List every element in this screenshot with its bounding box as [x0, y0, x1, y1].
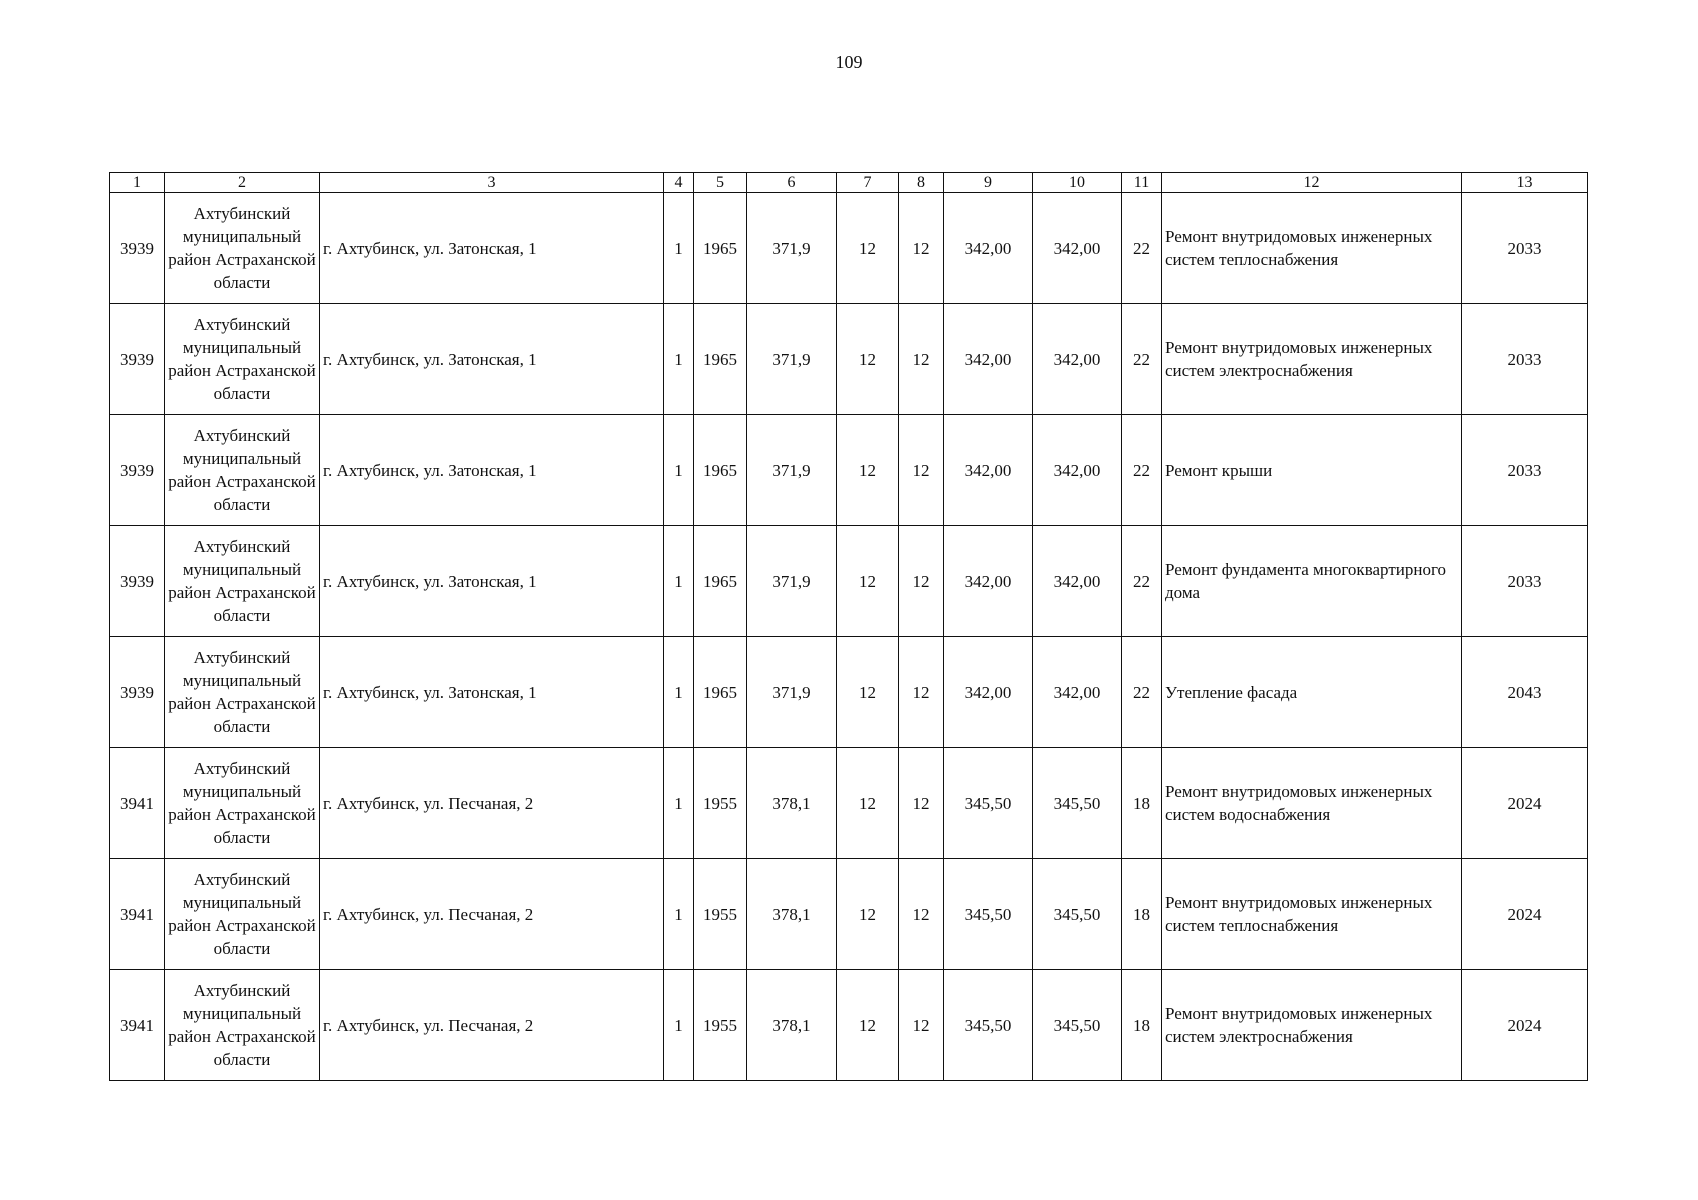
cell-col-7: 12 [837, 748, 899, 859]
table-row [110, 415, 1588, 526]
cell-col-8: 12 [899, 415, 944, 526]
page-number: 109 [835, 52, 863, 72]
work-type-cell: Ремонт внутридомовых инженерных систем теплоснабжения [1162, 193, 1462, 304]
cell-col-7: 12 [837, 637, 899, 748]
cell-col-11: 18 [1122, 859, 1162, 970]
cell-col-10: 342,00 [1033, 526, 1122, 637]
municipality-cell: Ахтубинский муниципальный район Астраханской области [165, 970, 320, 1081]
cell-col-10: 342,00 [1033, 415, 1122, 526]
address-cell: г. Ахтубинск, ул. Затонская, 1 [320, 526, 664, 637]
address-cell: г. Ахтубинск, ул. Песчаная, 2 [320, 970, 664, 1081]
year-cell: 1965 [694, 526, 747, 637]
row-id-cell: 3939 [110, 637, 165, 748]
cell-col-6: 371,9 [747, 415, 837, 526]
planned-year-cell: 2024 [1462, 970, 1588, 1081]
column-header: 7 [837, 173, 899, 193]
column-header: 12 [1162, 173, 1462, 193]
column-header: 6 [747, 173, 837, 193]
column-header: 1 [110, 173, 165, 193]
table-row [110, 193, 1588, 304]
column-header: 10 [1033, 173, 1122, 193]
address-cell: г. Ахтубинск, ул. Затонская, 1 [320, 304, 664, 415]
planned-year-cell: 2033 [1462, 415, 1588, 526]
cell-col-6: 378,1 [747, 970, 837, 1081]
cell-col-9: 345,50 [944, 859, 1033, 970]
table-row [110, 748, 1588, 859]
cell-col-8: 12 [899, 859, 944, 970]
row-id-cell: 3939 [110, 304, 165, 415]
municipality-cell: Ахтубинский муниципальный район Астраханской области [165, 748, 320, 859]
cell-col-8: 12 [899, 637, 944, 748]
cell-col-10: 345,50 [1033, 748, 1122, 859]
municipality-cell: Ахтубинский муниципальный район Астраханской области [165, 415, 320, 526]
cell-col-11: 22 [1122, 637, 1162, 748]
municipality-cell: Ахтубинский муниципальный район Астраханской области [165, 526, 320, 637]
table-row [110, 304, 1588, 415]
cell-col-11: 18 [1122, 970, 1162, 1081]
cell-col-7: 12 [837, 193, 899, 304]
planned-year-cell: 2024 [1462, 859, 1588, 970]
address-cell: г. Ахтубинск, ул. Затонская, 1 [320, 637, 664, 748]
cell-col-10: 342,00 [1033, 304, 1122, 415]
table-row [110, 526, 1588, 637]
cell-col-9: 342,00 [944, 637, 1033, 748]
address-cell: г. Ахтубинск, ул. Затонская, 1 [320, 193, 664, 304]
cell-col-4: 1 [664, 415, 694, 526]
cell-col-10: 342,00 [1033, 193, 1122, 304]
row-id-cell: 3939 [110, 415, 165, 526]
row-id-cell: 3941 [110, 748, 165, 859]
table-row [110, 970, 1588, 1081]
work-type-cell: Ремонт крыши [1162, 415, 1462, 526]
cell-col-9: 345,50 [944, 748, 1033, 859]
cell-col-8: 12 [899, 748, 944, 859]
year-cell: 1965 [694, 304, 747, 415]
year-cell: 1955 [694, 970, 747, 1081]
table-header [110, 173, 1588, 193]
cell-col-6: 371,9 [747, 304, 837, 415]
address-cell: г. Ахтубинск, ул. Песчаная, 2 [320, 859, 664, 970]
cell-col-6: 378,1 [747, 748, 837, 859]
cell-col-11: 18 [1122, 748, 1162, 859]
year-cell: 1965 [694, 415, 747, 526]
repair-schedule-table [109, 172, 1588, 1081]
cell-col-4: 1 [664, 859, 694, 970]
year-cell: 1955 [694, 748, 747, 859]
cell-col-7: 12 [837, 415, 899, 526]
work-type-cell: Ремонт внутридомовых инженерных систем водоснабжения [1162, 748, 1462, 859]
cell-col-4: 1 [664, 970, 694, 1081]
work-type-cell: Ремонт внутридомовых инженерных систем электроснабжения [1162, 304, 1462, 415]
column-header: 9 [944, 173, 1033, 193]
year-cell: 1965 [694, 637, 747, 748]
planned-year-cell: 2043 [1462, 637, 1588, 748]
cell-col-10: 345,50 [1033, 970, 1122, 1081]
cell-col-8: 12 [899, 193, 944, 304]
address-cell: г. Ахтубинск, ул. Затонская, 1 [320, 415, 664, 526]
cell-col-6: 378,1 [747, 859, 837, 970]
planned-year-cell: 2033 [1462, 526, 1588, 637]
cell-col-6: 371,9 [747, 637, 837, 748]
cell-col-4: 1 [664, 304, 694, 415]
cell-col-9: 345,50 [944, 970, 1033, 1081]
cell-col-11: 22 [1122, 304, 1162, 415]
cell-col-9: 342,00 [944, 193, 1033, 304]
table-row [110, 859, 1588, 970]
cell-col-9: 342,00 [944, 415, 1033, 526]
cell-col-7: 12 [837, 970, 899, 1081]
cell-col-4: 1 [664, 637, 694, 748]
cell-col-4: 1 [664, 193, 694, 304]
work-type-cell: Ремонт внутридомовых инженерных систем теплоснабжения [1162, 859, 1462, 970]
row-id-cell: 3939 [110, 526, 165, 637]
municipality-cell: Ахтубинский муниципальный район Астраханской области [165, 304, 320, 415]
year-cell: 1955 [694, 859, 747, 970]
cell-col-9: 342,00 [944, 304, 1033, 415]
header-row [110, 173, 1588, 193]
column-header: 2 [165, 173, 320, 193]
row-id-cell: 3941 [110, 970, 165, 1081]
cell-col-11: 22 [1122, 193, 1162, 304]
planned-year-cell: 2033 [1462, 304, 1588, 415]
row-id-cell: 3941 [110, 859, 165, 970]
municipality-cell: Ахтубинский муниципальный район Астраханской области [165, 637, 320, 748]
column-header: 11 [1122, 173, 1162, 193]
cell-col-10: 342,00 [1033, 637, 1122, 748]
cell-col-11: 22 [1122, 526, 1162, 637]
cell-col-6: 371,9 [747, 193, 837, 304]
column-header: 13 [1462, 173, 1588, 193]
table-row [110, 637, 1588, 748]
cell-col-4: 1 [664, 526, 694, 637]
table-body [110, 193, 1588, 1081]
row-id-cell: 3939 [110, 193, 165, 304]
work-type-cell: Ремонт внутридомовых инженерных систем электроснабжения [1162, 970, 1462, 1081]
column-header: 8 [899, 173, 944, 193]
cell-col-7: 12 [837, 526, 899, 637]
cell-col-7: 12 [837, 304, 899, 415]
year-cell: 1965 [694, 193, 747, 304]
cell-col-8: 12 [899, 304, 944, 415]
column-header: 5 [694, 173, 747, 193]
planned-year-cell: 2024 [1462, 748, 1588, 859]
cell-col-7: 12 [837, 859, 899, 970]
work-type-cell: Утепление фасада [1162, 637, 1462, 748]
cell-col-11: 22 [1122, 415, 1162, 526]
municipality-cell: Ахтубинский муниципальный район Астраханской области [165, 859, 320, 970]
municipality-cell: Ахтубинский муниципальный район Астраханской области [165, 193, 320, 304]
cell-col-8: 12 [899, 526, 944, 637]
cell-col-8: 12 [899, 970, 944, 1081]
work-type-cell: Ремонт фундамента многоквартирного дома [1162, 526, 1462, 637]
cell-col-4: 1 [664, 748, 694, 859]
address-cell: г. Ахтубинск, ул. Песчаная, 2 [320, 748, 664, 859]
cell-col-6: 371,9 [747, 526, 837, 637]
cell-col-10: 345,50 [1033, 859, 1122, 970]
cell-col-9: 342,00 [944, 526, 1033, 637]
column-header: 3 [320, 173, 664, 193]
planned-year-cell: 2033 [1462, 193, 1588, 304]
column-header: 4 [664, 173, 694, 193]
